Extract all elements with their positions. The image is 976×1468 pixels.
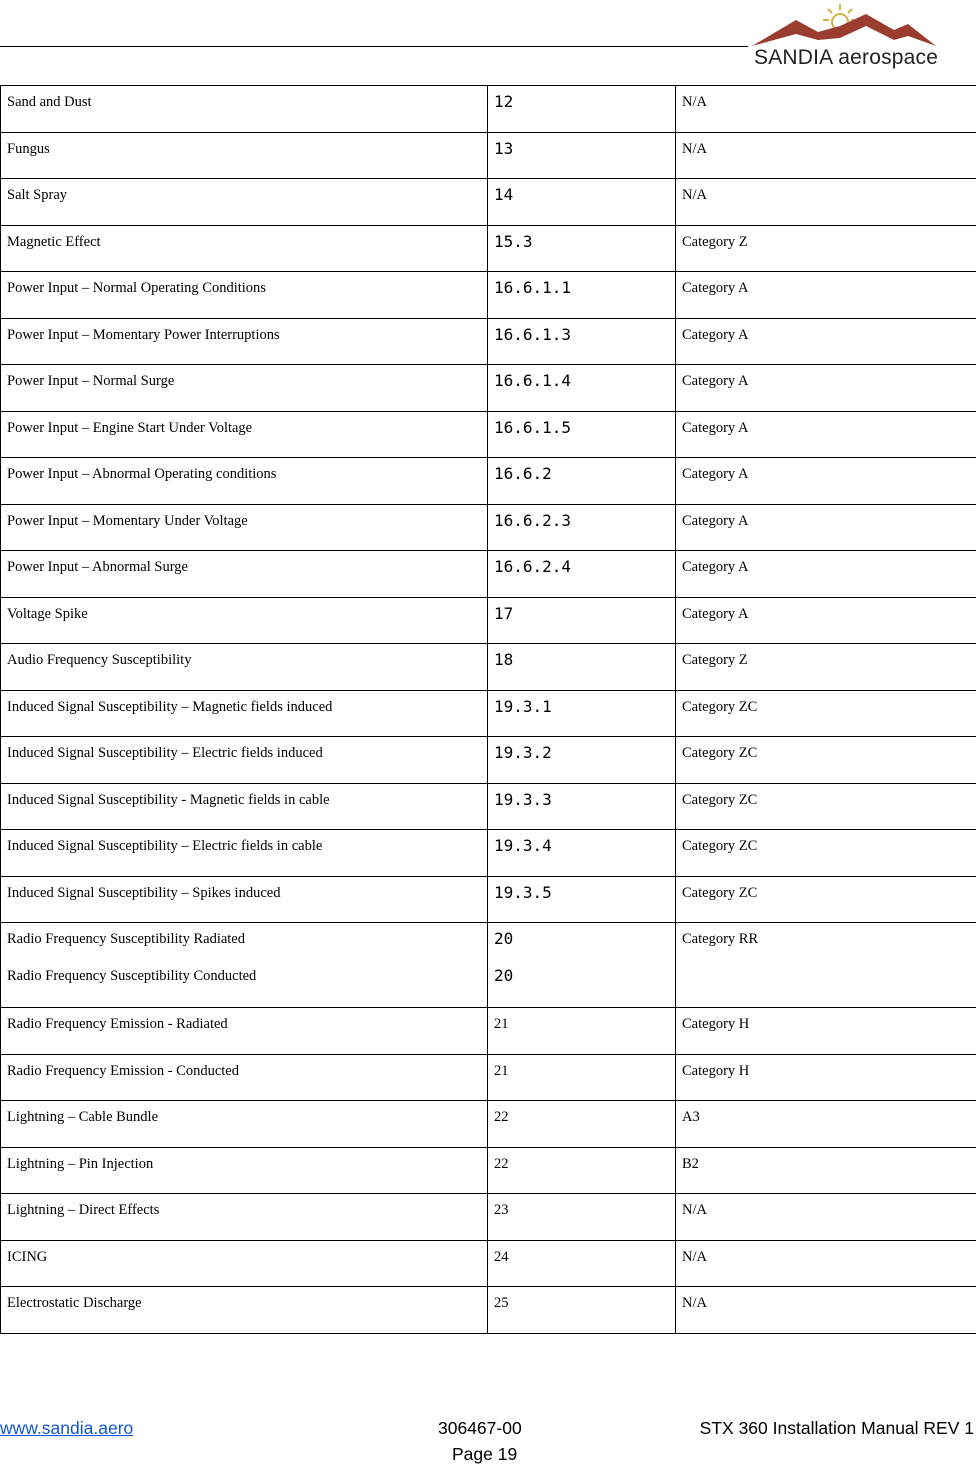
condition-name: Voltage Spike [7, 605, 88, 622]
condition-name: Radio Frequency Susceptibility Radiated [7, 931, 245, 947]
test-category: N/A [682, 1202, 707, 1218]
condition-name: Induced Signal Susceptibility – Magnetic fields induced [7, 698, 333, 715]
table-row [1, 132, 976, 179]
table-row [1, 225, 976, 272]
condition-name: Lightning – Pin Injection [7, 1155, 154, 1172]
test-category: Category RR [682, 931, 759, 947]
test-category: Category A [682, 373, 749, 389]
table-row [1, 1147, 976, 1194]
section-number: 12 [494, 92, 514, 111]
website-link[interactable]: www.sandia.aero [0, 1418, 134, 1438]
section-number: 23 [494, 1202, 509, 1218]
section-number: 16.6.1.3 [494, 324, 572, 344]
condition-name: Power Input – Normal Surge [7, 373, 175, 389]
environmental-qualification-table [0, 85, 976, 1334]
test-category: N/A [682, 94, 707, 110]
test-category: Category Z [682, 652, 748, 668]
table-row [1, 923, 976, 1008]
section-number: 13 [494, 138, 514, 158]
condition-name: Radio Frequency Emission - Conducted [7, 1062, 239, 1079]
section-number: 16.6.2 [494, 464, 552, 483]
sandia-logo [748, 0, 948, 76]
table-row [1, 644, 976, 691]
test-category: Category A [682, 280, 749, 296]
test-category: Category A [682, 466, 749, 482]
condition-name: Induced Signal Susceptibility – Electric fields in cable [7, 838, 323, 854]
section-number: 16.6.1.4 [494, 371, 572, 390]
table-row [1, 830, 976, 877]
section-number: 22 [494, 1109, 509, 1125]
test-category: Category ZC [682, 884, 758, 901]
section-number: 22 [494, 1155, 509, 1172]
section-number: 14 [494, 185, 514, 204]
table-row [1, 1008, 976, 1055]
test-category: Category A [682, 326, 749, 343]
table-row [1, 504, 976, 551]
section-number: 16.6.1.5 [494, 417, 572, 437]
section-number: 18 [494, 650, 514, 669]
test-category: Category ZC [682, 838, 758, 854]
condition-name: Induced Signal Susceptibility - Magnetic fields in cable [7, 791, 330, 808]
condition-name: Lightning – Cable Bundle [7, 1109, 159, 1125]
condition-name: Radio Frequency Susceptibility Conducted [7, 968, 257, 984]
table-row [1, 365, 976, 412]
test-category: A3 [682, 1109, 700, 1125]
test-category: N/A [682, 1295, 707, 1311]
condition-name: Magnetic Effect [7, 233, 101, 250]
table-row [1, 876, 976, 923]
condition-name: Sand and Dust [7, 94, 92, 110]
test-category: Category ZC [682, 791, 758, 808]
test-category: Category ZC [682, 698, 758, 715]
section-number: 16.6.2.3 [494, 510, 572, 530]
table-row [1, 737, 976, 784]
table-row [1, 272, 976, 319]
condition-name: Induced Signal Susceptibility – Spikes induced [7, 884, 281, 901]
section-number: 16.6.2.4 [494, 557, 572, 576]
table-row [1, 179, 976, 226]
page-header [0, 0, 976, 80]
table-row [1, 597, 976, 644]
condition-name: Audio Frequency Susceptibility [7, 652, 192, 668]
table-row [1, 783, 976, 830]
condition-name: Power Input – Abnormal Surge [7, 559, 188, 575]
test-category: Category ZC [682, 745, 758, 761]
test-category: B2 [682, 1155, 699, 1172]
condition-name: Fungus [7, 140, 50, 157]
mountain-sun-logo-icon [748, 0, 948, 50]
condition-name: Power Input – Normal Operating Conditions [7, 280, 266, 296]
test-category: Category A [682, 605, 749, 622]
table-row [1, 1101, 976, 1148]
table-row [1, 411, 976, 458]
test-category: Category A [682, 559, 749, 575]
table-row [1, 458, 976, 505]
condition-name: Power Input – Momentary Under Voltage [7, 512, 248, 529]
section-number: 15.3 [494, 231, 533, 251]
table-row [1, 1054, 976, 1101]
table-row [1, 1240, 976, 1287]
condition-name: Electrostatic Discharge [7, 1295, 142, 1311]
test-category: Category Z [682, 233, 748, 250]
condition-name: ICING [7, 1248, 48, 1265]
section-number: 16.6.1.1 [494, 278, 572, 297]
condition-name: Radio Frequency Emission - Radiated [7, 1016, 228, 1032]
section-number: 19.3.5 [494, 882, 552, 902]
table-row [1, 86, 976, 133]
test-category: Category H [682, 1016, 750, 1032]
test-category: N/A [682, 1248, 707, 1265]
table-row [1, 318, 976, 365]
table-row [1, 690, 976, 737]
section-number: 21 [494, 1062, 509, 1079]
table-row [1, 1194, 976, 1241]
section-number: 20 [494, 929, 514, 948]
test-category: Category A [682, 512, 749, 529]
condition-name: Lightning – Direct Effects [7, 1202, 160, 1218]
test-category: N/A [682, 187, 707, 203]
section-number: 25 [494, 1295, 509, 1311]
section-number: 21 [494, 1016, 509, 1032]
section-number: 19.3.2 [494, 743, 552, 762]
table-row [1, 551, 976, 598]
page-number: Page 19 [452, 1444, 518, 1464]
table-row [1, 1287, 976, 1334]
logo-wordmark: SANDIA aerospace [754, 46, 939, 69]
test-category: N/A [682, 140, 707, 157]
condition-name: Power Input – Abnormal Operating conditions [7, 466, 277, 482]
section-number: 19.3.3 [494, 789, 552, 809]
header-rule [0, 46, 748, 47]
test-category: Category A [682, 419, 749, 436]
document-number: 306467-00 [438, 1418, 522, 1438]
condition-name: Power Input – Engine Start Under Voltage [7, 419, 253, 436]
condition-name: Power Input – Momentary Power Interruptions [7, 326, 280, 343]
condition-name: Induced Signal Susceptibility – Electric fields induced [7, 745, 323, 761]
section-number: 19.3.4 [494, 836, 552, 855]
manual-title: STX 360 Installation Manual REV 1 [699, 1418, 974, 1438]
section-number: 17 [494, 603, 514, 623]
section-number: 20 [494, 966, 514, 985]
test-category: Category H [682, 1062, 750, 1079]
section-number: 19.3.1 [494, 696, 552, 716]
condition-name: Salt Spray [7, 187, 68, 203]
page-footer [0, 1414, 976, 1468]
section-number: 24 [494, 1248, 509, 1265]
